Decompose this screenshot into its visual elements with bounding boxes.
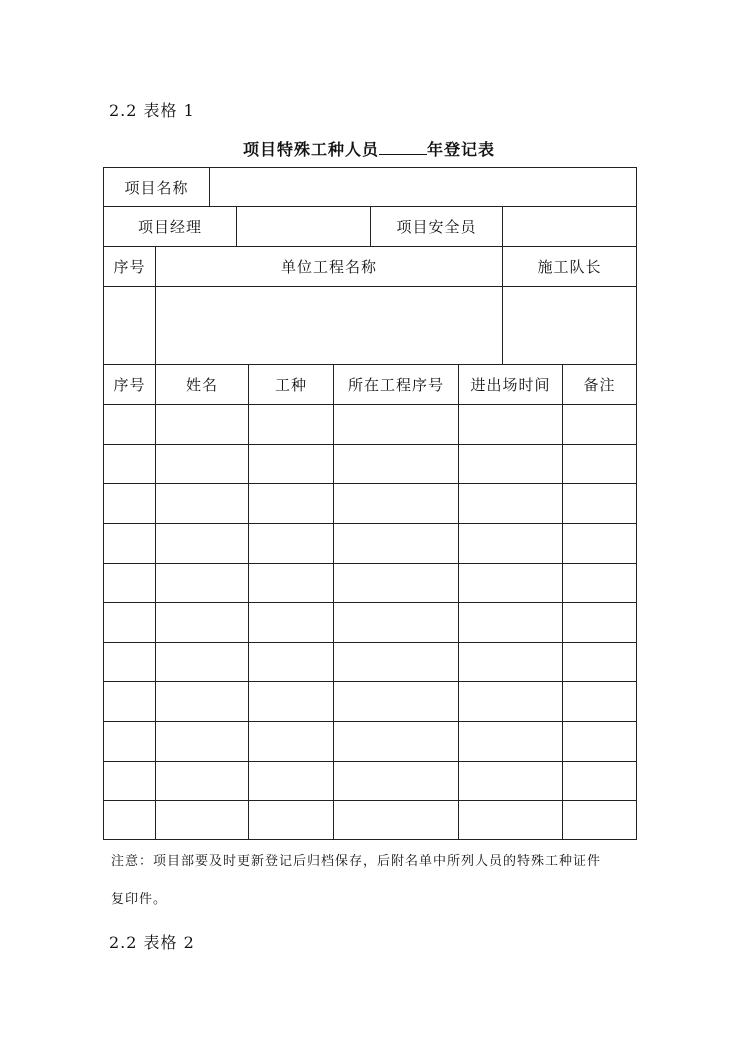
unit-project-name-header: 单位工程名称	[280, 258, 377, 276]
unit-serial-header: 序号	[113, 258, 146, 276]
col-header-project-serial: 所在工程序号	[347, 376, 444, 394]
col-header-entry-exit-time: 进出场时间	[470, 376, 551, 394]
safety-officer-label: 项目安全员	[396, 218, 477, 236]
project-manager-field[interactable]	[237, 207, 370, 246]
team-leader-field[interactable]	[503, 287, 636, 364]
unit-project-name-field[interactable]	[156, 287, 502, 364]
table-row[interactable]	[104, 682, 636, 721]
project-name-field[interactable]	[210, 168, 636, 206]
col-header-name: 姓名	[185, 376, 218, 394]
team-leader-header: 施工队长	[537, 258, 602, 276]
col-header-trade: 工种	[274, 376, 307, 394]
section2-heading: 2.2 表格 2	[109, 933, 195, 952]
table-row[interactable]	[104, 801, 636, 839]
note-line-2: 复印件。	[111, 892, 168, 907]
safety-officer-field[interactable]	[503, 207, 636, 246]
project-name-label: 项目名称	[124, 178, 189, 197]
table-row[interactable]	[104, 484, 636, 523]
table-row[interactable]	[104, 524, 636, 563]
form-title-suffix: 年登记表	[427, 140, 496, 159]
project-manager-label: 项目经理	[137, 218, 202, 236]
table-row[interactable]	[104, 722, 636, 761]
table-row[interactable]	[104, 445, 636, 483]
form-title	[243, 137, 495, 160]
table-row[interactable]	[104, 762, 636, 800]
col-header-remarks: 备注	[583, 376, 616, 394]
table-row[interactable]	[104, 564, 636, 602]
col-header-serial: 序号	[113, 376, 146, 394]
form-title-prefix: 项目特殊工种人员	[243, 140, 380, 159]
year-blank	[379, 140, 427, 155]
table-row[interactable]	[104, 603, 636, 642]
table-row[interactable]	[104, 643, 636, 681]
table-row[interactable]	[104, 405, 636, 444]
note-line-1: 注意：项目部要及时更新登记后归档保存，后附名单中所列人员的特殊工种证件	[111, 854, 602, 869]
section1-heading: 2.2 表格 1	[109, 101, 195, 120]
unit-serial-field[interactable]	[104, 287, 155, 364]
